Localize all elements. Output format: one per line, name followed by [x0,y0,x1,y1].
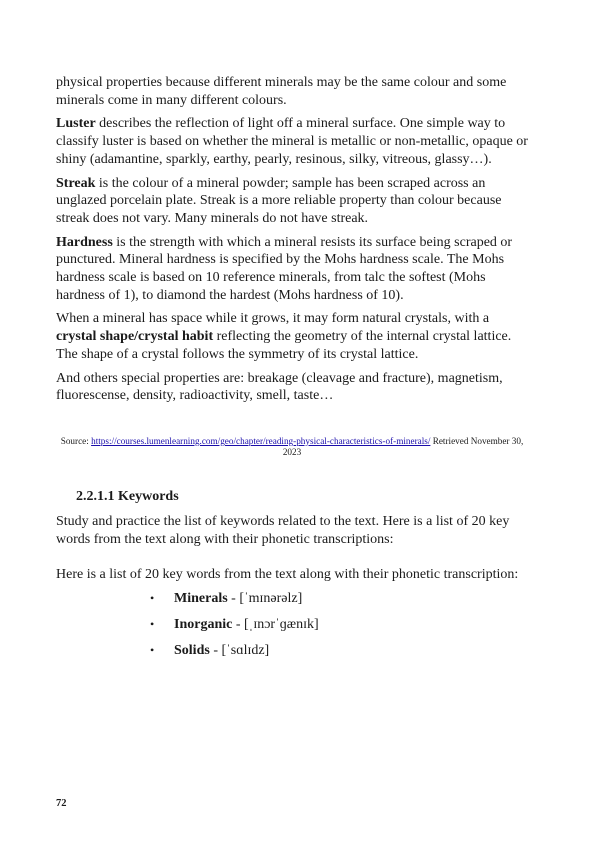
paragraph-crystal [56,310,528,363]
list-item [150,616,528,633]
paragraph-luster [56,115,528,168]
spacer [56,554,528,566]
keywords-intro-repeat: Here is a list of 20 key words from the text along with their phonetic transcription: [56,567,519,583]
source-retrieved: Retrieved November 30, 2023 [282,435,524,457]
section-heading: 2.2.1.1 Keywords [76,488,179,504]
keyword-term: Inorganic [174,617,233,633]
keyword-list [56,590,528,659]
paragraph-hardness [56,234,528,305]
paragraph-streak [56,175,528,228]
list-item [150,590,528,607]
source-citation [56,436,528,458]
paragraph-text: describes the reflection of light off a mineral surface. One simple way to classify luster is based on whether the mineral is metallic or non-metallic, opaque or shiny (adamantine, sparkly, earthy, pearly, resinous, silky, vitreous, glassy…). [56,116,528,167]
term-hardness: Hardness [56,234,113,250]
bullet-icon: • [150,617,155,632]
paragraph-text: physical properties because different minerals may be the same colour and some minerals come in many different colours. [56,75,507,108]
paragraph-text: And others special properties are: breakage (cleavage and fracture), magnetism, fluorescense, density, radioactivity, smell, taste… [56,370,503,404]
term-luster: Luster [56,116,96,132]
paragraph-text: is the colour of a mineral powder; sample has been scraped across an unglazed porcelain plate. Streak is a more reliable property than colour because streak does not vary. Many minerals do not have streak. [56,175,502,226]
keywords-intro: Study and practice the list of keywords related to the text. Here is a list of 20 key words from the text along with their phonetic transcriptions: [56,513,510,547]
paragraph-other-properties [56,370,528,405]
page-number: 72 [56,798,67,809]
paragraph-colour-continued [56,74,528,109]
source-label: Source: [60,435,92,446]
source-link[interactable]: https://courses.lumenlearning.com/geo/chapter/reading-physical-characteristics-of-minerals/ [91,435,431,446]
list-item [150,642,528,659]
page-content [56,74,528,668]
bullet-icon: • [150,643,155,658]
paragraph-text: reflecting the geometry of the internal crystal lattice. The shape of a crystal follows the symmetry of its crystal lattice. [56,329,512,362]
paragraph-text: is the strength with which a mineral resists its surface being scraped or punctured. Mineral hardness is specified by the Mohs hardness scale. The Mohs hardness scale is based on 10 reference minerals, from talc the softest (Mohs hardness of 1), to diamond the hardest (Mohs hardness of 10). [56,234,513,303]
keyword-phonetic: - [ˌɪnɔrˈɡænɪk] [232,617,319,633]
keyword-term: Minerals [174,591,228,607]
term-crystal-habit: crystal shape/crystal habit [56,329,214,345]
term-streak: Streak [56,175,96,191]
bullet-icon: • [150,591,155,606]
paragraph-text: When a mineral has space while it grows, it may form natural crystals, with a [56,311,490,327]
keyword-phonetic: - [ˈmɪnərəlz] [227,591,303,607]
keyword-term: Solids [174,643,210,659]
keyword-phonetic: - [ˈsɑlɪdz] [209,643,270,659]
